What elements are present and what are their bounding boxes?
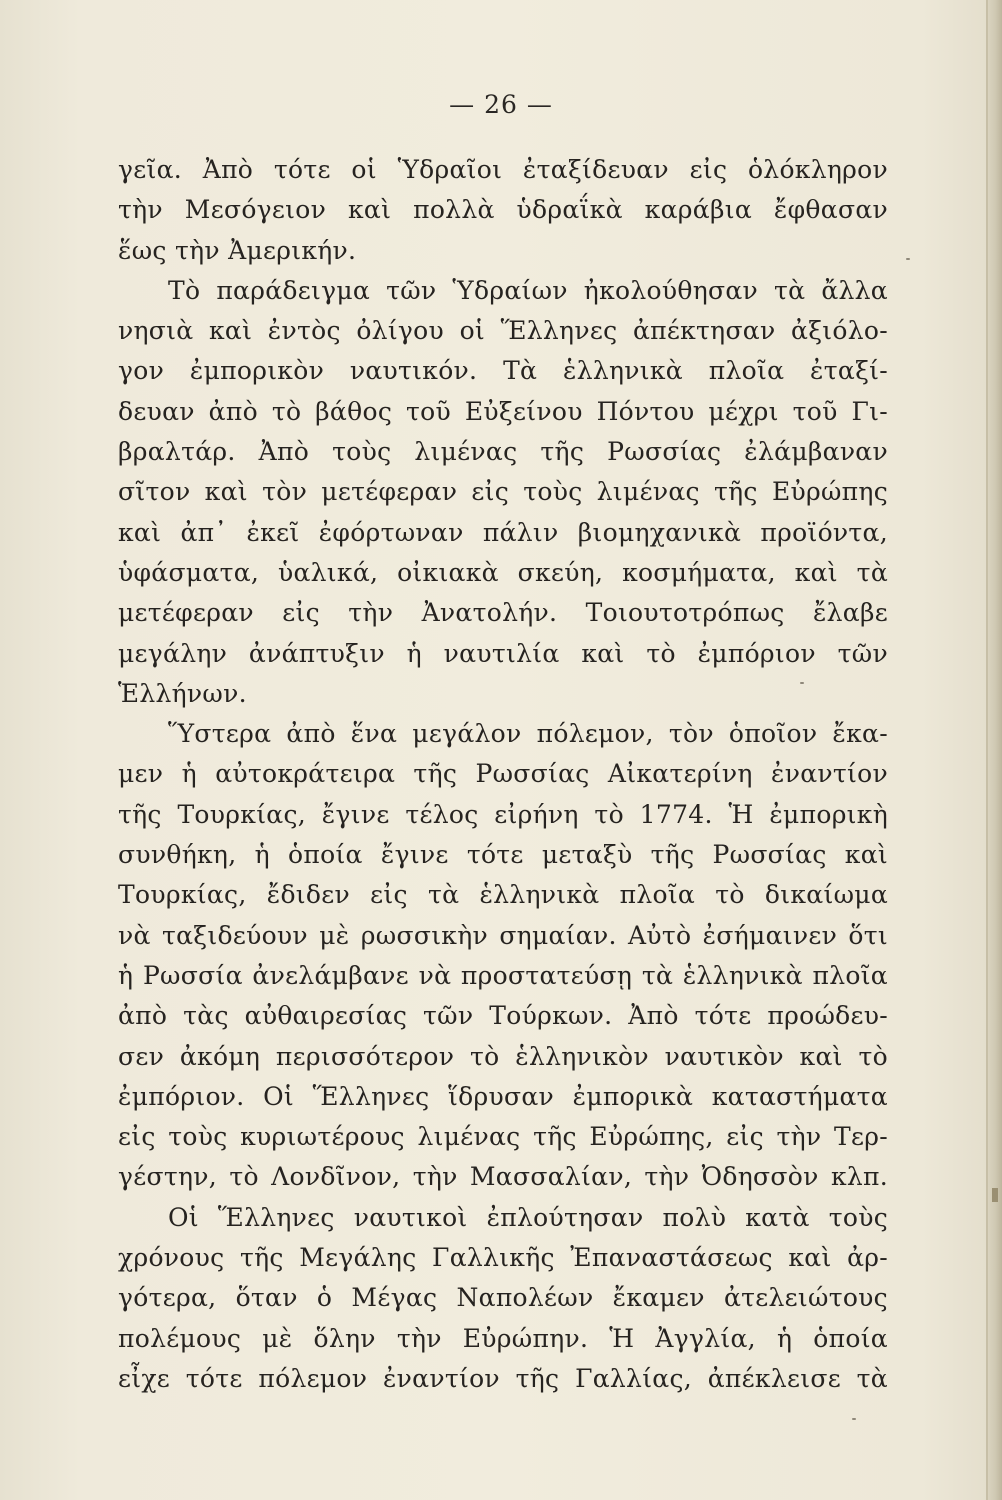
text-line: εἰς τοὺς κυριωτέρους λιμένας τῆς Εὐρώπης, εἰς τὴν Τερ- (118, 1122, 888, 1152)
text-line: σῖτον καὶ τὸν μετέφεραν εἰς τοὺς λιμένας τῆς Εὐρώπης (118, 477, 888, 507)
text-line: δευαν ἀπὸ τὸ βάθος τοῦ Εὐξείνου Πόντου μέχρι τοῦ Γι- (118, 396, 888, 426)
text-line: Οἱ Ἕλληνες ναυτικοὶ ἐπλούτησαν πολὺ κατὰ τοὺς (168, 1202, 888, 1232)
text-line: μεν ἡ αὐτοκράτειρα τῆς Ρωσσίας Αἰκατερίνη ἐναντίον (118, 759, 888, 789)
page-edge (986, 0, 1002, 1500)
paper-speck (906, 258, 910, 260)
text-line: σεν ἀκόμη περισσότερον τὸ ἑλληνικὸν ναυτικὸν καὶ τὸ (118, 1041, 888, 1071)
text-line: βραλτάρ. Ἀπὸ τοὺς λιμένας τῆς Ρωσσίας ἐλάμβαναν (118, 437, 888, 467)
text-line: γότερα, ὅταν ὁ Μέγας Ναπολέων ἔκαμεν ἀτελειώτους (118, 1283, 888, 1313)
text-line: γεῖα. Ἀπὸ τότε οἱ Ὑδραῖοι ἐταξίδευαν εἰς ὁλόκληρον (118, 155, 888, 184)
text-line: Ὕστερα ἀπὸ ἕνα μεγάλον πόλεμον, τὸν ὁποῖον ἔκα- (168, 719, 888, 749)
text-line: ὑφάσματα, ὑαλικά, οἰκιακὰ σκεύη, κοσμήματα, καὶ τὰ (118, 557, 888, 587)
paper-speck (852, 1418, 856, 1420)
page-number: — 26 — (449, 90, 553, 119)
text-line: χρόνους τῆς Μεγάλης Γαλλικῆς Ἐπαναστάσεως καὶ ἀρ- (118, 1243, 888, 1273)
text-line: γον ἐμπορικὸν ναυτικόν. Τὰ ἑλληνικὰ πλοῖα ἐταξί- (118, 356, 888, 386)
text-line: Τὸ παράδειγμα τῶν Ὑδραίων ἠκολούθησαν τὰ ἄλλα (168, 275, 888, 305)
text-line: γέστην, τὸ Λονδῖνον, τὴν Μασσαλίαν, τὴν Ὀδησσὸν κλπ. (118, 1162, 888, 1192)
page-edge-line (986, 0, 988, 1500)
text-line: ἕως τὴν Ἀμερικήν. (118, 235, 357, 265)
text-line: ἐμπόριον. Οἱ Ἕλληνες ἵδρυσαν ἐμπορικὰ καταστήματα (118, 1081, 888, 1111)
text-line: πολέμους μὲ ὅλην τὴν Εὐρώπην. Ἡ Ἀγγλία, ἡ ὁποία (118, 1323, 888, 1353)
text-line: μεγάλην ἀνάπτυξιν ἡ ναυτιλία καὶ τὸ ἐμπόριον τῶν (118, 638, 888, 668)
text-line: συνθήκη, ἡ ὁποία ἔγινε τότε μεταξὺ τῆς Ρωσσίας καὶ (118, 840, 888, 870)
text-line: εἶχε τότε πόλεμον ἐναντίον τῆς Γαλλίας, ἀπέκλεισε τὰ (118, 1363, 888, 1393)
text-line: μετέφεραν εἰς τὴν Ἀνατολήν. Τοιουτοτρόπως ἔλαβε (118, 598, 888, 628)
text-line: νὰ ταξιδεύουν μὲ ρωσσικὴν σημαίαν. Αὐτὸ ἐσήμαινεν ὅτι (118, 920, 888, 950)
text-line: ἀπὸ τὰς αὐθαιρεσίας τῶν Τούρκων. Ἀπὸ τότε προώδευ- (118, 1001, 888, 1031)
text-line: ἡ Ρωσσία ἀνελάμβανε νὰ προστατεύσῃ τὰ ἑλληνικὰ πλοῖα (118, 960, 888, 990)
text-line: Ἑλλήνων. (118, 678, 247, 708)
body-text (118, 150, 888, 1399)
text-line: νησιὰ καὶ ἐντὸς ὀλίγου οἱ Ἕλληνες ἀπέκτησαν ἀξιόλο- (118, 316, 888, 346)
paper-speck (800, 682, 804, 684)
text-line: καὶ ἀπ᾽ ἐκεῖ ἐφόρτωναν πάλιν βιομηχανικὰ προϊόντα, (118, 517, 888, 547)
page-tab-mark (992, 1188, 998, 1202)
text-line: τῆς Τουρκίας, ἔγινε τέλος εἰρήνη τὸ 1774. Ἡ ἐμπορικὴ (118, 799, 888, 829)
text-line: Τουρκίας, ἔδιδεν εἰς τὰ ἑλληνικὰ πλοῖα τὸ δικαίωμα (118, 880, 888, 910)
text-line: τὴν Μεσόγειον καὶ πολλὰ ὑδραΐκὰ καράβια ἔφθασαν (118, 195, 888, 225)
